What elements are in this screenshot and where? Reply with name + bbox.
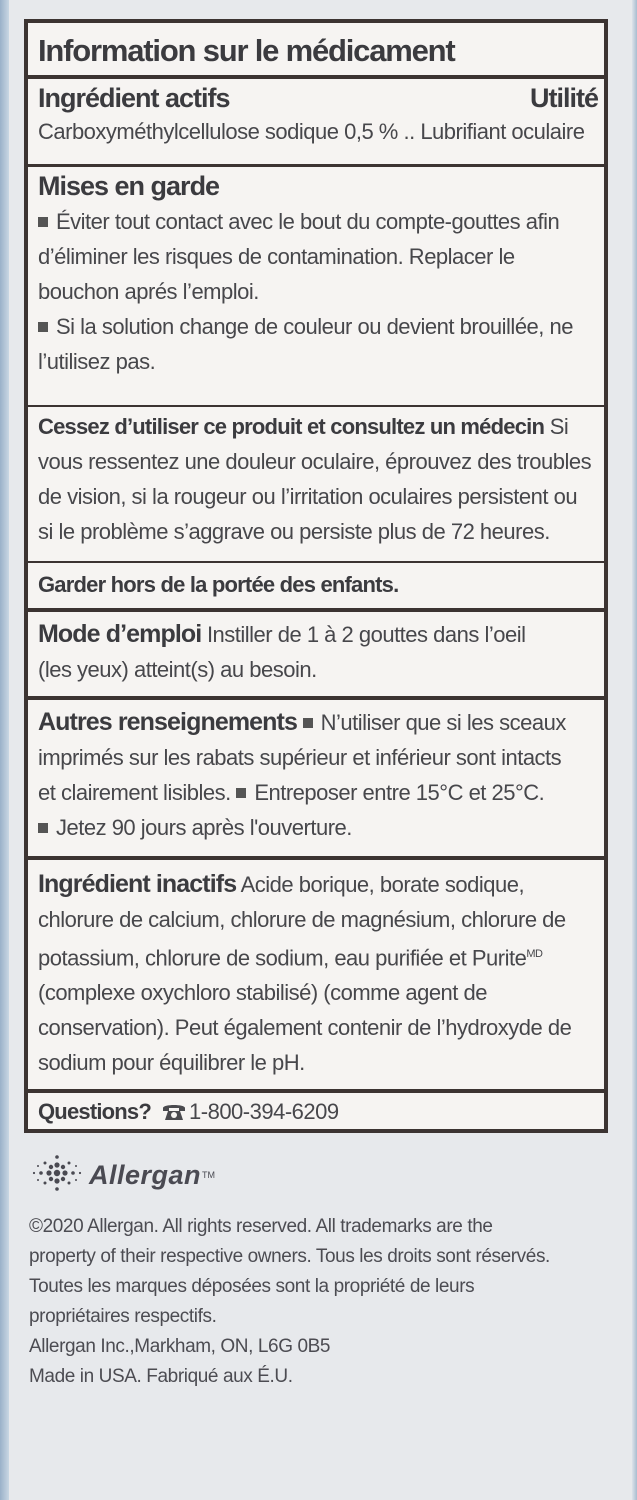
bullet-icon xyxy=(38,823,48,833)
warning-1-line-1: Éviter tout contact avec le bout du compte-gouttes afin xyxy=(56,209,560,234)
questions-label: Questions? xyxy=(38,1099,152,1124)
directions-rule xyxy=(28,696,604,700)
footer-line-5: Allergan Inc.,Markham, ON, L6G 0B5 xyxy=(29,1336,331,1357)
active-ingredients-heading: Ingrédient actifs xyxy=(38,83,230,113)
other-info-line-3: et clairement lisibles. xyxy=(38,780,231,805)
warnings-section xyxy=(28,171,604,379)
footer-line-6: Made in USA. Fabriqué aux É.U. xyxy=(29,1366,293,1387)
panel-title: Information sur le médicament xyxy=(38,33,455,68)
stop-use-heading: Cessez d’utiliser ce produit et consultez un médecin xyxy=(38,414,545,439)
brand-name: Allergan xyxy=(89,1159,202,1190)
other-info-line-2: imprimés sur les rabats supérieur et inférieur sont intacts xyxy=(38,745,562,770)
inactive-line-2: chlorure de calcium, chlorure de magnésium, chlorure de xyxy=(38,907,566,932)
warnings-rule xyxy=(28,405,604,407)
directions-line-1: Instiller de 1 à 2 gouttes dans l’oeil xyxy=(206,622,526,647)
box-edge-right xyxy=(632,0,637,1500)
purpose-heading: Utilité xyxy=(529,83,598,113)
active-ingredients-section xyxy=(28,83,604,150)
stop-use-line-3: de vision, si la rougeur ou l’irritation oculaires persistent ou xyxy=(38,484,578,509)
other-info-line-1: N’utiliser que si les sceaux xyxy=(320,710,566,735)
telephone-icon xyxy=(161,1098,187,1132)
box-edge-left xyxy=(0,0,9,1500)
footer-line-4: propriétaires respectifs. xyxy=(29,1306,217,1327)
stop-use-line-4: si le problème s’aggrave ou persiste plus de 72 heures. xyxy=(38,519,550,544)
questions-section xyxy=(28,1095,604,1132)
inactive-line-3: potassium, chlorure de sodium, eau purifiée et Purite xyxy=(38,945,527,971)
footer-line-2: property of their respective owners. Tous les droits sont réservés. xyxy=(29,1246,550,1267)
inactive-line-5: conservation). Peut également contenir de l’hydroxyde de xyxy=(38,1015,572,1041)
stop-use-rule xyxy=(28,561,604,563)
bullet-icon xyxy=(38,322,48,332)
warning-2-line-1: Si la solution change de couleur ou devient brouillée, ne xyxy=(56,314,573,339)
phone-number[interactable]: 1-800-394-6209 xyxy=(189,1099,339,1124)
bullet-icon xyxy=(236,788,246,798)
drug-facts-panel xyxy=(24,19,608,1133)
warnings-heading: Mises en garde xyxy=(38,171,220,201)
other-info-section xyxy=(28,705,604,845)
bullet-icon xyxy=(38,217,48,227)
inactive-rule xyxy=(28,1089,604,1093)
stop-use-line-1: Si xyxy=(549,414,569,439)
warning-bullet-2 xyxy=(38,309,598,379)
footer-line-1: ©2020 Allergan. All rights reserved. All trademarks are the xyxy=(29,1216,493,1237)
warning-1-line-2: d’éliminer les risques de contamination. Replacer le xyxy=(38,244,515,269)
keep-away-rule xyxy=(28,608,604,612)
other-info-line-5: Jetez 90 jours après l'ouverture. xyxy=(56,815,352,840)
bullet-icon xyxy=(303,718,313,728)
footer-line-3: Toutes les marques déposées sont la propriété de leurs xyxy=(29,1276,475,1297)
directions-section xyxy=(28,617,604,687)
inactive-ingredients-section xyxy=(28,867,604,1080)
inactive-line-4: (complexe oxychloro stabilisé) (comme agent de xyxy=(38,980,487,1006)
active-rule xyxy=(28,164,604,167)
warning-1-line-3: bouchon aprés l’emploi. xyxy=(38,279,259,304)
allergan-dots-logo xyxy=(29,1153,85,1198)
other-info-rule xyxy=(28,856,604,860)
inactive-line-6: sodium pour équilibrer le pH. xyxy=(38,1050,305,1076)
warning-2-line-2: l’utilisez pas. xyxy=(38,349,156,374)
directions-heading: Mode d’emploi xyxy=(38,620,202,648)
other-info-line-4: Entreposer entre 15°C et 25°C. xyxy=(254,780,545,805)
other-info-heading: Autres renseignements xyxy=(38,708,297,736)
keep-away-section xyxy=(28,568,604,602)
stop-use-line-2: vous ressentez une douleur oculaire, éprouvez des troubles xyxy=(38,449,592,474)
active-heading-row xyxy=(38,83,598,114)
warning-bullet-1 xyxy=(38,204,598,309)
keep-away-text: Garder hors de la portée des enfants. xyxy=(38,572,399,597)
brand-tm: TM xyxy=(202,1170,216,1180)
footer xyxy=(29,1150,609,1392)
inactive-line-1: Acide borique, borate sodique, xyxy=(240,872,525,897)
stop-use-section xyxy=(28,409,604,549)
trademark-superscript: MD xyxy=(526,948,543,960)
active-ingredient-line: Carboxyméthylcellulose sodique 0,5 % .. Lubrifiant oculaire xyxy=(38,119,585,144)
title-rule xyxy=(28,75,604,79)
brand-logo xyxy=(29,1150,609,1200)
inactive-ingredients-heading: Ingrédient inactifs xyxy=(38,870,237,898)
copyright-block xyxy=(29,1212,609,1392)
directions-line-2: (les yeux) atteint(s) au besoin. xyxy=(38,657,317,682)
